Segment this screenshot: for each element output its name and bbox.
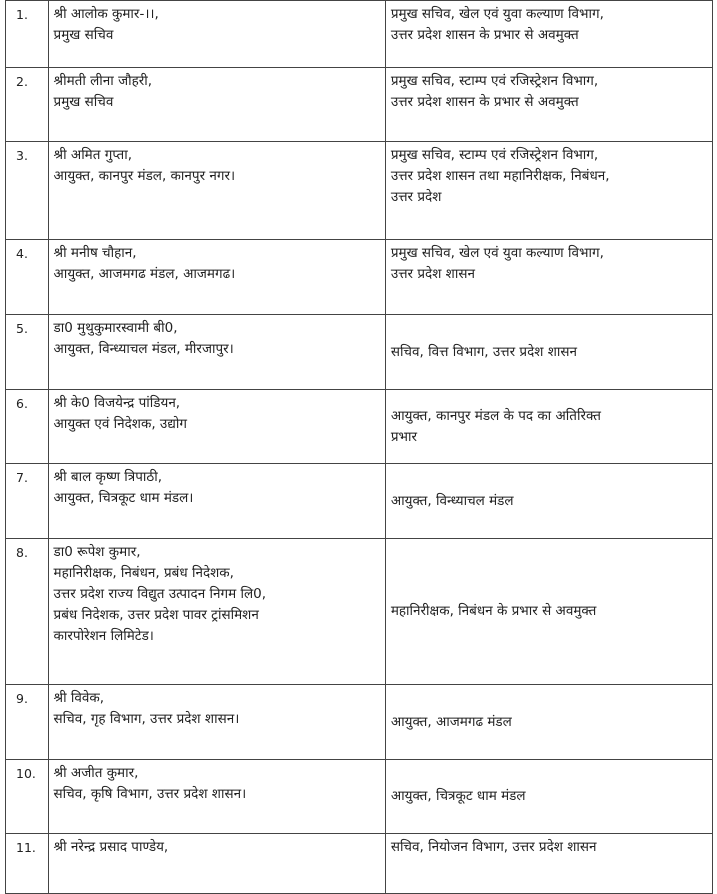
officer-designation-line: उत्तर प्रदेश राज्य विद्युत उत्पादन निगम लि0, — [53, 586, 266, 602]
officer-cell — [48, 68, 385, 142]
officer-cell — [48, 390, 385, 464]
officer-designation: आयुक्त, आजमगढ मंडल, आजमगढ। — [53, 266, 236, 282]
officer-designation: आयुक्त, विन्ध्याचल मंडल, मीरजापुर। — [53, 341, 234, 357]
charge-line: आयुक्त, आजमगढ मंडल — [390, 713, 512, 730]
row-number: 4. — [6, 240, 49, 315]
officer-designation-line: प्रबंध निदेशक, उत्तर प्रदेश पावर ट्रांसमिशन — [53, 607, 259, 623]
charge-line: आयुक्त, विन्ध्याचल मंडल — [390, 492, 514, 509]
charge-line: आयुक्त, कानपुर मंडल के पद का अतिरिक्त — [390, 408, 601, 424]
charge-line: उत्तर प्रदेश शासन तथा महानिरीक्षक, निबंधन, — [390, 168, 610, 184]
row-number: 6. — [6, 390, 49, 464]
officer-cell — [48, 685, 385, 760]
officer-cell — [48, 240, 385, 315]
row-number: 1. — [6, 1, 49, 68]
charge-line: प्रमुख सचिव, स्टाम्प एवं रजिस्ट्रेशन विभाग, — [390, 73, 599, 89]
officer-name: श्री आलोक कुमार-।।, — [53, 6, 159, 22]
charge-line: आयुक्त, चित्रकूट धाम मंडल — [390, 788, 526, 804]
officer-cell — [48, 142, 385, 240]
new-charge-cell — [385, 685, 712, 760]
new-charge-cell — [385, 240, 712, 315]
officer-cell — [48, 1, 385, 68]
officer-name: डा0 मुथुकुमारस्वामी बी0, — [53, 320, 178, 336]
officer-designation: सचिव, गृह विभाग, उत्तर प्रदेश शासन। — [53, 711, 240, 727]
officer-name: श्रीमती लीना जौहरी, — [53, 73, 153, 89]
new-charge-cell — [385, 390, 712, 464]
officer-designation-line: महानिरीक्षक, निबंधन, प्रबंध निदेशक, — [53, 565, 234, 581]
new-charge-cell — [385, 1, 712, 68]
table-row — [6, 390, 713, 464]
officer-designation: आयुक्त, चित्रकूट धाम मंडल। — [53, 490, 194, 506]
officer-name: श्री अमित गुप्ता, — [53, 147, 132, 163]
row-number: 5. — [6, 315, 49, 390]
officer-name: श्री विवेक, — [53, 690, 105, 706]
new-charge-cell — [385, 142, 712, 240]
officer-cell — [48, 464, 385, 539]
officer-designation: आयुक्त, कानपुर मंडल, कानपुर नगर। — [53, 168, 236, 184]
charge-line: प्रमुख सचिव, खेल एवं युवा कल्याण विभाग, — [390, 6, 604, 22]
officer-cell — [48, 539, 385, 685]
table-row — [6, 685, 713, 760]
officer-name: श्री मनीष चौहान, — [53, 245, 137, 261]
table-row — [6, 539, 713, 685]
table-row — [6, 464, 713, 539]
row-number: 8. — [6, 539, 49, 685]
charge-line: उत्तर प्रदेश शासन के प्रभार से अवमुक्त — [390, 94, 579, 110]
new-charge-cell — [385, 760, 712, 834]
row-number: 11. — [6, 834, 49, 894]
charge-line: सचिव, नियोजन विभाग, उत्तर प्रदेश शासन — [390, 839, 597, 855]
new-charge-cell — [385, 834, 712, 894]
officer-name: डा0 रूपेश कुमार, — [53, 544, 141, 560]
new-charge-cell — [385, 539, 712, 685]
officer-designation: प्रमुख सचिव — [53, 27, 114, 43]
table-row — [6, 68, 713, 142]
transfer-table — [5, 0, 713, 894]
officer-cell — [48, 834, 385, 894]
officer-cell — [48, 760, 385, 834]
table-row — [6, 834, 713, 894]
charge-line: प्रमुख सचिव, खेल एवं युवा कल्याण विभाग, — [390, 245, 604, 261]
charge-line: प्रमुख सचिव, स्टाम्प एवं रजिस्ट्रेशन विभाग, — [390, 147, 599, 163]
new-charge-cell — [385, 315, 712, 390]
officer-designation: आयुक्त एवं निदेशक, उद्योग — [53, 416, 187, 432]
officer-designation: प्रमुख सचिव — [53, 94, 114, 110]
charge-line: प्रभार — [390, 429, 418, 445]
charge-line: उत्तर प्रदेश शासन — [390, 266, 475, 282]
officer-name: श्री के0 विजयेन्द्र पांडियन, — [53, 395, 181, 411]
row-number: 9. — [6, 685, 49, 760]
table-row — [6, 142, 713, 240]
row-number: 7. — [6, 464, 49, 539]
new-charge-cell — [385, 68, 712, 142]
new-charge-cell — [385, 464, 712, 539]
charge-line: उत्तर प्रदेश शासन के प्रभार से अवमुक्त — [390, 27, 579, 43]
row-number: 2. — [6, 68, 49, 142]
officer-name: श्री अजीत कुमार, — [53, 765, 139, 781]
charge-line: सचिव, वित्त विभाग, उत्तर प्रदेश शासन — [390, 343, 578, 360]
officer-name: श्री बाल कृष्ण त्रिपाठी, — [53, 469, 163, 485]
charge-line: उत्तर प्रदेश — [390, 189, 442, 205]
officer-designation: सचिव, कृषि विभाग, उत्तर प्रदेश शासन। — [53, 786, 247, 802]
table-row — [6, 315, 713, 390]
row-number: 10. — [6, 760, 49, 834]
officer-name: श्री नरेन्द्र प्रसाद पाण्डेय, — [53, 839, 169, 855]
table-row — [6, 1, 713, 68]
officer-cell — [48, 315, 385, 390]
charge-line: महानिरीक्षक, निबंधन के प्रभार से अवमुक्त — [390, 603, 597, 619]
row-number: 3. — [6, 142, 49, 240]
table-row — [6, 240, 713, 315]
table-row — [6, 760, 713, 834]
officer-designation-line: कारपोरेशन लिमिटेड। — [53, 628, 154, 644]
